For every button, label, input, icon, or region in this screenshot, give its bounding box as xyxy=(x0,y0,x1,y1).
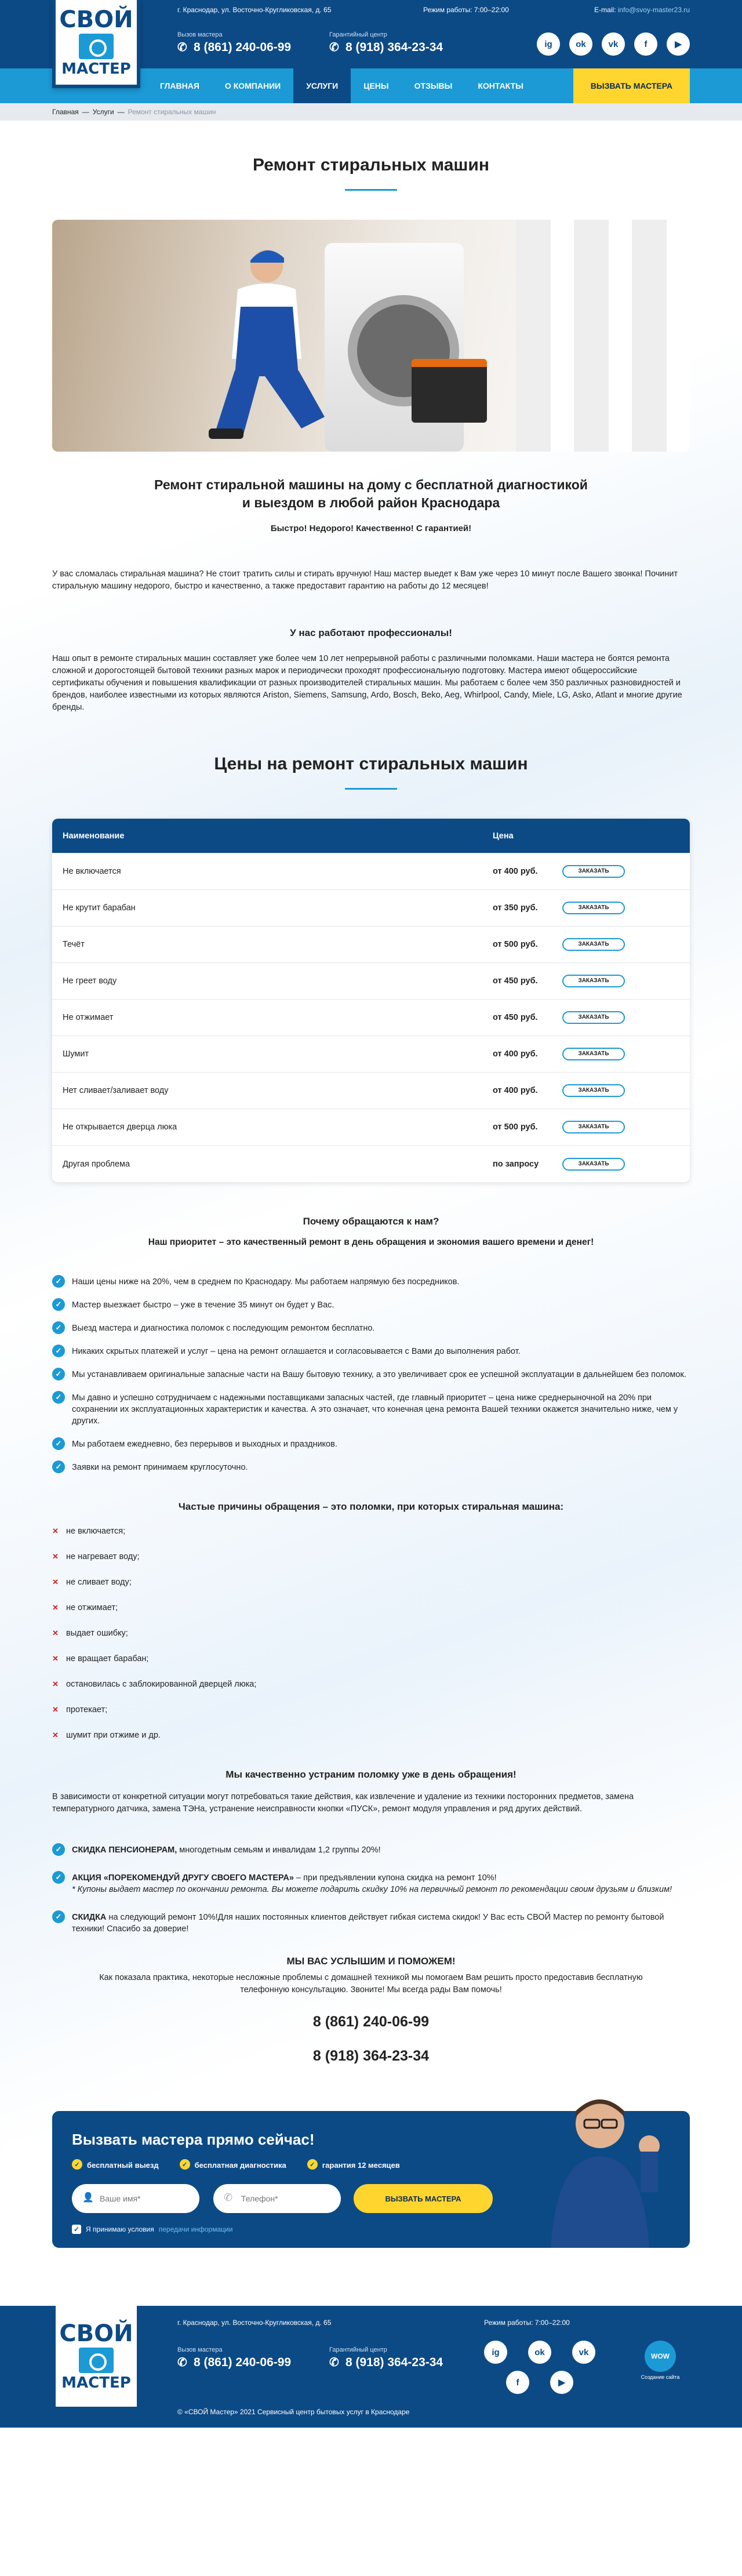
call-master-button[interactable]: ВЫЗВАТЬ МАСТЕРА xyxy=(573,68,690,103)
odnoklassniki-icon[interactable]: ok xyxy=(528,2341,551,2364)
column-header-price: Цена xyxy=(493,831,514,841)
order-button[interactable]: ЗАКАЗАТЬ xyxy=(562,975,625,987)
list-item: ✓ Никаких скрытых платежей и услуг – цена на ремонт оглашается и согласовывается с Вами до выполнения работ. xyxy=(52,1346,690,1357)
nav-item-prices[interactable]: ЦЕНЫ xyxy=(363,81,389,90)
service-name: Течёт xyxy=(63,940,85,949)
service-price: от 400 руб. xyxy=(493,1049,538,1059)
site-logo[interactable] xyxy=(52,0,140,88)
vk-icon[interactable]: vk xyxy=(572,2341,595,2364)
order-button[interactable]: ЗАКАЗАТЬ xyxy=(562,1158,625,1171)
subtitle-line-1: Ремонт стиральной машины на дому с бесплатной диагностикой xyxy=(154,477,588,492)
agree-row xyxy=(72,2225,232,2234)
feature-free-visit: ✓ бесплатный выезд xyxy=(72,2161,159,2170)
table-row xyxy=(52,927,690,963)
phone2-label: Гарантийный центр xyxy=(329,31,387,38)
footer-address: г. Краснодар, ул. Восточно-Кругликовская, д. 65 xyxy=(177,2319,332,2327)
service-price: от 450 руб. xyxy=(493,1013,538,1022)
footer-phone-call xyxy=(177,2346,291,2370)
list-item: ✕ не вращает барабан; xyxy=(52,1653,690,1665)
discounts-list xyxy=(52,1844,690,1935)
instagram-icon[interactable]: ig xyxy=(537,32,560,56)
nav-item-contacts[interactable]: КОНТАКТЫ xyxy=(478,81,523,90)
breadcrumb-services[interactable]: Услуги xyxy=(92,108,114,116)
list-item: ✓ Наши цены ниже на 20%, чем в среднем по Краснодару. Мы работаем напрямую без посредников. xyxy=(52,1276,690,1288)
breadcrumb-separator: — xyxy=(82,108,89,116)
header-social-links xyxy=(537,32,690,56)
breadcrumb xyxy=(0,103,742,121)
nav-item-reviews[interactable]: ОТЗЫВЫ xyxy=(414,81,453,90)
why-title: Почему обращаются к нам? xyxy=(303,1216,439,1227)
service-name: Нет сливает/заливает воду xyxy=(63,1086,169,1095)
service-name: Не греет воду xyxy=(63,976,117,986)
breadcrumb-separator: — xyxy=(117,108,125,116)
top-bar xyxy=(0,0,742,78)
banner-features xyxy=(72,2161,400,2170)
table-row xyxy=(52,853,690,890)
phone2-label: Гарантийный центр xyxy=(329,2346,387,2353)
table-row xyxy=(52,1109,690,1146)
fix-title: Мы качественно устраним поломку уже в день обращения! xyxy=(225,1769,517,1780)
logo-text-top: СВОЙ xyxy=(59,6,133,33)
user-icon: 👤 xyxy=(82,2193,94,2203)
toolbox-graphic xyxy=(412,359,487,423)
breadcrumb-current: Ремонт стиральных машин xyxy=(128,108,216,116)
site-footer xyxy=(0,2306,742,2428)
logo-text-top: СВОЙ xyxy=(59,2320,133,2347)
repairman-figure xyxy=(197,243,330,440)
subtitle-line-2: и выездом в любой район Краснодара xyxy=(242,495,500,510)
nav-item-home[interactable]: ГЛАВНАЯ xyxy=(160,81,199,90)
help-phone-2[interactable]: 8 (918) 364-23-34 xyxy=(312,2048,430,2064)
discount-bold: СКИДКА ПЕНСИОНЕРАМ, xyxy=(72,1845,177,1855)
banner-title: Вызвать мастера прямо сейчас! xyxy=(72,2131,315,2148)
discount-text: многодетным семьям и инвалидам 1,2 группы 20%! xyxy=(177,1845,381,1855)
order-button[interactable]: ЗАКАЗАТЬ xyxy=(562,1084,625,1097)
washer-logo-icon xyxy=(79,2348,114,2373)
list-item: ✓ Мы устанавливаем оригинальные запасные части на Вашу бытовую технику, а это увеличивает срок ее успешной эксплуатации в дальнейшем без поломок. xyxy=(52,1369,690,1380)
table-row xyxy=(52,890,690,927)
service-price: от 350 руб. xyxy=(493,903,538,913)
phone1-label: Вызов мастера xyxy=(177,2346,223,2353)
footer-phone-warranty xyxy=(329,2346,443,2370)
header-address: г. Краснодар, ул. Восточно-Кругликовская, д. 65 xyxy=(177,6,332,14)
table-row xyxy=(52,1073,690,1109)
service-price: от 500 руб. xyxy=(493,940,538,949)
service-price: от 400 руб. xyxy=(493,1086,538,1095)
youtube-icon[interactable]: ▶ xyxy=(667,32,690,56)
column-header-name: Наименование xyxy=(63,831,125,841)
feature-free-diagnostics: ✓ бесплатная диагностика xyxy=(180,2161,286,2170)
discount-item xyxy=(52,1872,690,1895)
price-table xyxy=(52,819,690,1182)
list-item: ✓ Мастер выезжает быстро – уже в течение 35 минут он будет у Вас. xyxy=(52,1299,690,1311)
service-name: Не отжимает xyxy=(63,1013,114,1022)
list-item: ✕ остановилась с заблокированной дверцей люка; xyxy=(52,1678,690,1690)
table-header-row xyxy=(52,819,690,853)
list-item: ✕ не отжимает; xyxy=(52,1602,690,1614)
wow-agency-badge[interactable]: WOW xyxy=(645,2341,676,2372)
phone2-link[interactable]: ✆ 8 (918) 364-23-34 xyxy=(329,2356,443,2370)
footer-hours: Режим работы: 7:00–22:00 xyxy=(484,2319,570,2327)
service-price: от 450 руб. xyxy=(493,976,538,986)
help-phone-1[interactable]: 8 (861) 240-06-99 xyxy=(312,2014,430,2030)
page-title: Ремонт стиральных машин xyxy=(253,155,489,175)
header-hours: Режим работы: 7:00–22:00 xyxy=(423,6,509,14)
breadcrumb-home[interactable]: Главная xyxy=(52,108,79,116)
service-price: от 500 руб. xyxy=(493,1122,538,1132)
copyright: © «СВОЙ Мастер» 2021 Сервисный центр бытовых услуг в Краснодаре xyxy=(177,2408,410,2416)
facebook-icon[interactable]: f xyxy=(506,2371,529,2394)
list-item: ✓ Заявки на ремонт принимаем круглосуточно. xyxy=(52,1462,690,1473)
footer-logo[interactable] xyxy=(52,2306,140,2410)
order-button[interactable]: ЗАКАЗАТЬ xyxy=(562,1011,625,1024)
discount-bold: СКИДКА xyxy=(72,1913,107,1922)
list-item: ✕ выдает ошибку; xyxy=(52,1627,690,1639)
table-row xyxy=(52,1036,690,1073)
facebook-icon[interactable]: f xyxy=(634,32,657,56)
list-item: ✕ протекает; xyxy=(52,1704,690,1716)
header-phone-call xyxy=(177,31,291,55)
phone1-label: Вызов мастера xyxy=(177,31,223,38)
list-item: ✕ не сливает воду; xyxy=(52,1576,690,1588)
intro-text: У вас сломалась стиральная машина? Не стоит тратить силы и стирать вручную! Наш мастер выедет к Вам уже через 10 минут после Вашего звонка! Починит стиральную машину недорого, быстро и качественно, а также предоставит гарантию на работы до 12 месяцев! xyxy=(52,569,678,591)
order-button[interactable]: ЗАКАЗАТЬ xyxy=(562,1121,625,1133)
discount-item xyxy=(52,1912,690,1935)
why-list xyxy=(52,1276,690,1473)
discount-note: * Купоны выдает мастер по окончании ремонта. Вы можете подарить скидку 10% на первичный ремонт по рекомендации своим друзьям и близким! xyxy=(72,1885,672,1894)
title-underline xyxy=(345,788,397,790)
agree-checkbox[interactable]: ✓ xyxy=(72,2225,81,2234)
help-title: МЫ ВАС УСЛЫШИМ И ПОМОЖЕМ! xyxy=(286,1956,456,1967)
pros-text: Наш опыт в ремонте стиральных машин составляет уже более чем 10 лет непрерывной работы с различными поломками. Наши мастера не боятся ремонта сложной и дорогостоящей бытовой техники разных марок и периодически проходят профессиональную подготовку. Мастера имеют общероссийские сертификаты обучения и повышения квалификации от разных производителей стиральных машин. Мы работаем с более чем 350 различных разновидностей и брендов, наиболее известными из которых являются Ariston, Siemens, Samsung, Ardo, Bosch, Beko, Aeg, Whirlpool, Candy, Miele, LG, Asko, Atlant и многие другие бренды. xyxy=(52,654,682,712)
hero-image xyxy=(52,220,690,452)
list-item: ✓ Выезд мастера и диагностика поломок с последующим ремонтом бесплатно. xyxy=(52,1322,690,1334)
shelf-graphic xyxy=(516,220,690,452)
order-button[interactable]: ЗАКАЗАТЬ xyxy=(562,865,625,878)
discount-item xyxy=(52,1844,690,1856)
callback-banner xyxy=(52,2111,690,2248)
reasons-list xyxy=(52,1525,690,1741)
submit-call-button[interactable]: ВЫЗВАТЬ МАСТЕРА xyxy=(354,2184,493,2213)
help-text: Как показала практика, некоторые несложные проблемы с домашней техникой мы помогаем Вам решить просто предоставив бесплатную телефонную консультацию. Звоните! Мы всегда рады Вам помочь! xyxy=(99,1973,643,1994)
list-item: ✕ не включается; xyxy=(52,1525,690,1537)
service-price: от 400 руб. xyxy=(493,867,538,876)
pros-title: У нас работают профессионалы! xyxy=(290,627,452,638)
fix-text: В зависимости от конкретной ситуации могут потребоваться такие действия, как извлечение и удаление из техники посторонних предметов, замена температурного датчика, замена ТЭНа, устранение неисправности кнопки «ПУСК», ремонт модуля управления и ряд других действий. xyxy=(52,1792,634,1814)
slogan: Быстро! Недорого! Качественно! С гарантией! xyxy=(270,524,472,533)
phone1-link[interactable]: ✆ 8 (861) 240-06-99 xyxy=(177,41,291,55)
email-link[interactable]: info@svoy-master23.ru xyxy=(617,6,690,14)
page-subtitle xyxy=(52,476,690,512)
service-name: Другая проблема xyxy=(63,1159,130,1169)
nav-item-about[interactable]: О КОМПАНИИ xyxy=(224,81,281,90)
header-email xyxy=(594,6,690,14)
washer-logo-icon xyxy=(79,34,114,59)
list-item: ✕ шумит при отжиме и др. xyxy=(52,1730,690,1741)
main-content xyxy=(0,121,742,2248)
phone2-link[interactable]: ✆ 8 (918) 364-23-34 xyxy=(329,41,443,55)
agree-text: Я принимаю условия xyxy=(86,2225,154,2233)
prices-title: Цены на ремонт стиральных машин xyxy=(214,754,528,773)
agree-link[interactable]: передачи информации xyxy=(158,2225,233,2233)
service-name: Не открывается дверца люка xyxy=(63,1122,177,1132)
order-button[interactable]: ЗАКАЗАТЬ xyxy=(562,1048,625,1060)
reasons-title: Частые причины обращения – это поломки, при которых стиральная машина: xyxy=(178,1501,564,1512)
email-label: E-mail: xyxy=(594,6,618,14)
service-name: Шумит xyxy=(63,1049,89,1059)
logo-text-bottom: МАСТЕР xyxy=(61,2374,131,2392)
why-subtitle: Наш приоритет – это качественный ремонт в день обращения и экономия вашего времени и денег! xyxy=(148,1237,594,1247)
list-item: ✕ не нагревает воду; xyxy=(52,1551,690,1563)
service-price: по запросу xyxy=(493,1159,539,1169)
title-underline xyxy=(345,189,397,191)
order-button[interactable]: ЗАКАЗАТЬ xyxy=(562,902,625,914)
youtube-icon[interactable]: ▶ xyxy=(550,2371,573,2394)
table-row xyxy=(52,963,690,1000)
wow-agency-caption: Создание сайта xyxy=(641,2374,680,2380)
table-row xyxy=(52,1146,690,1182)
footer-social-links xyxy=(484,2341,612,2394)
order-button[interactable]: ЗАКАЗАТЬ xyxy=(562,938,625,951)
discount-text: на следующий ремонт 10%!Для наших постоянных клиентов действует гибкая система скидок! У Вас есть СВОЙ Мастер по ремонту бытовой техники! Спасибо за доверие! xyxy=(72,1913,664,1934)
table-row xyxy=(52,1000,690,1036)
phone1-link[interactable]: ✆ 8 (861) 240-06-99 xyxy=(177,2356,291,2370)
feature-warranty: ✓ гарантия 12 месяцев xyxy=(307,2161,400,2170)
phone-icon: ✆ xyxy=(224,2192,233,2203)
service-name: Не крутит барабан xyxy=(63,903,136,913)
list-item: ✓ Мы давно и успешно сотрудничаем с надежными поставщиками запасных частей, где главный приоритет – цена ниже среднерыночной на 20% при сохранении их эксплуатационных характеристик и качества. А это означает, что конечная цена ремонта Вашей техники окажется значительно ниже, чем у других. xyxy=(52,1392,690,1427)
discount-bold: АКЦИЯ «ПОРЕКОМЕНДУЙ ДРУГУ СВОЕГО МАСТЕРА» xyxy=(72,1873,294,1883)
header-phone-warranty xyxy=(329,31,443,55)
discount-text: – при предъявлении купона скидка на ремонт 10%! xyxy=(293,1873,497,1883)
logo-text-bottom: МАСТЕР xyxy=(61,60,131,78)
service-name: Не включается xyxy=(63,867,121,876)
instagram-icon[interactable]: ig xyxy=(484,2341,507,2364)
vk-icon[interactable]: vk xyxy=(602,32,625,56)
list-item: ✓ Мы работаем ежедневно, без перерывов и выходных и праздников. xyxy=(52,1438,690,1450)
nav-item-services[interactable]: УСЛУГИ xyxy=(293,68,351,103)
consultant-figure xyxy=(533,2088,667,2248)
odnoklassniki-icon[interactable]: ok xyxy=(569,32,592,56)
